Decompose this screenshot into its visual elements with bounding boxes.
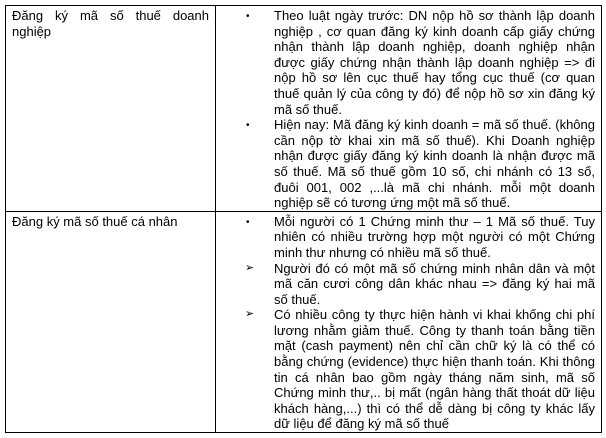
list-item-text: Mỗi người có 1 Chứng minh thư – 1 Mã số thuế. Tuy nhiên có nhiều trường hợp một người có một Chứng minh thư nhưng có nhiều mã số thuế.: [274, 213, 595, 260]
bullet-icon: •: [246, 120, 250, 132]
description-cell: [216, 6, 602, 212]
term-cell: [6, 211, 216, 432]
term-label: Đăng ký mã số thuế doanh nghiệp: [12, 8, 209, 39]
term-cell: [6, 6, 216, 212]
list-item-text: Có nhiều công ty thực hiện hành vi khai khống chi phí lương nhằm giảm thuế. Công ty thanh toán bằng tiền mặt (cash payment) nên chỉ cần chữ ký là có thể có bằng chứng (evidence) thực hiện thanh toán. Khi thông tin cá nhân bao gồm ngày tháng năm sinh, mã số Chứng minh thư,.. bị mất (ngân hàng thất thoát dữ liệu khách hàng,...) thì có thể dễ dàng bị công ty khác lấy dữ liệu để đăng ký mã số thuế: [274, 307, 595, 432]
list-item: [216, 8, 595, 117]
arrow-bullet-icon: ➢: [245, 261, 255, 274]
bullet-icon: •: [246, 11, 250, 22]
list-item: [216, 214, 595, 261]
table-row-business-tax: [6, 6, 602, 212]
table-row-personal-tax: [6, 211, 602, 432]
list-item: [216, 261, 595, 308]
list-item-text: Hiện nay: Mã đăng ký kinh doanh = mã số thuế. (không cần nộp tờ khai xin mã số thuế). Khi Doanh nghiệp nhận được giấy đăng ký kinh doanh là nhận được mã số thuế. Mã số thuế gồm 10 số, chi nhánh có 13 số, đuôi 001, 002 ,...là mã chi nhánh. mỗi một doanh nghiệp sẽ có tương ứng một mã số thuế.: [274, 117, 595, 211]
list-item: [216, 307, 595, 432]
list-item: [216, 117, 595, 211]
description-cell: [216, 211, 602, 432]
description-list: [216, 6, 601, 211]
term-label: Đăng ký mã số thuế cá nhân: [12, 213, 178, 229]
arrow-bullet-icon: ➢: [245, 308, 255, 321]
list-item-text: Người đó có một mã số chứng minh nhân dân và một mã căn cươi công dân khác nhau => đăng ký hai mã số thuế.: [274, 260, 595, 307]
list-item-text: Theo luật ngày trước: DN nộp hồ sơ thành lập doanh nghiệp , cơ quan đăng ký kinh doanh cấp giấy chứng nhận thành lập doanh nghiệp, doanh nghiệp nhận được giấy chứng nhận thành lập doanh nghiệp => đi nộp hồ sơ lên cục thuế hay tổng cục thuế (cơ quan thuế quản lý của công ty đó) để nộp hồ sơ xin đăng ký mã số thuế.: [274, 8, 595, 117]
bullet-icon: •: [246, 216, 250, 228]
description-list: [216, 212, 601, 432]
tax-registration-table: [5, 5, 602, 433]
